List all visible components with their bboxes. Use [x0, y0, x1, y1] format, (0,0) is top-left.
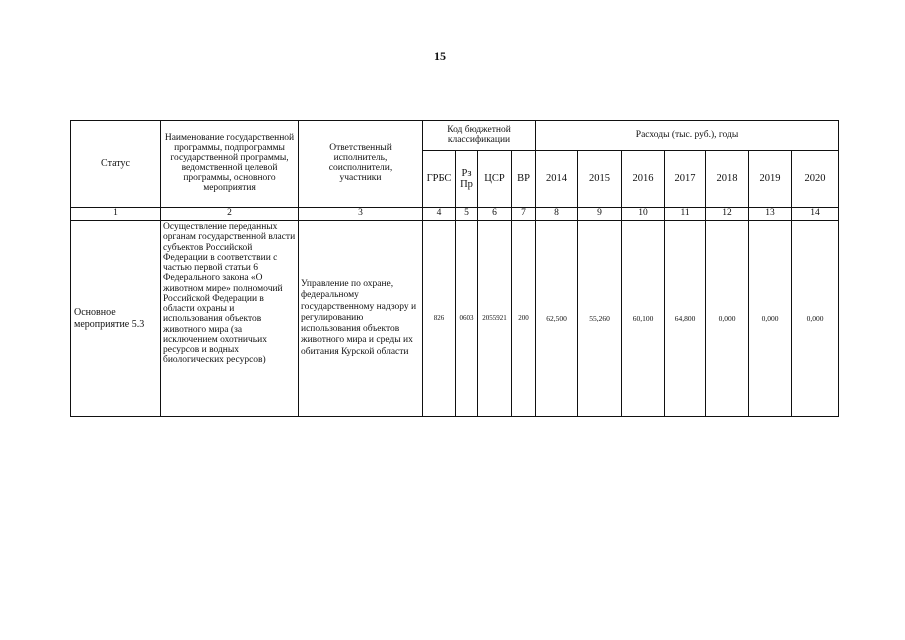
budget-table [70, 120, 839, 417]
expense-cell: 62,500 [536, 221, 578, 417]
vr-cell: 200 [512, 221, 536, 417]
column-number: 7 [512, 208, 536, 221]
page-number: 15 [434, 49, 446, 63]
measure-name-cell: Осуществление переданных органам государственной власти субъектов Российской Федерации в соответствии с частью первой статьи 6 Федерального закона «О животном мире» полномочий Российской Федерации в области охраны и использования объектов животного мира (за исключением охотничьих ресурсов и водных биологических ресурсов) [161, 221, 299, 417]
expense-cell: 55,260 [578, 221, 622, 417]
csr-cell: 2055921 [478, 221, 512, 417]
column-number: 1 [71, 208, 161, 221]
expense-cell: 60,100 [622, 221, 665, 417]
table-row [71, 221, 839, 417]
header-year: 2018 [706, 151, 749, 208]
header-year: 2020 [792, 151, 839, 208]
responsible-cell: Управление по охране, федеральному государственному надзору и регулированию использования объектов животного мира и среды их обитания Курской области [299, 221, 423, 417]
expense-cell: 64,800 [665, 221, 706, 417]
column-number: 8 [536, 208, 578, 221]
header-year: 2017 [665, 151, 706, 208]
column-number: 10 [622, 208, 665, 221]
expense-cell: 0,000 [706, 221, 749, 417]
column-number: 11 [665, 208, 706, 221]
rzpr-cell: 0603 [456, 221, 478, 417]
header-csr: ЦСР [478, 151, 512, 208]
column-number: 3 [299, 208, 423, 221]
grbs-cell: 826 [423, 221, 456, 417]
header-budget-code: Код бюджетной классификации [423, 121, 536, 151]
expense-cell: 0,000 [749, 221, 792, 417]
header-status: Статус [71, 121, 161, 208]
header-year: 2014 [536, 151, 578, 208]
header-grbs: ГРБС [423, 151, 456, 208]
header-rzpr: Рз Пр [456, 151, 478, 208]
header-year: 2019 [749, 151, 792, 208]
header-vr: ВР [512, 151, 536, 208]
expense-cell: 0,000 [792, 221, 839, 417]
column-number: 14 [792, 208, 839, 221]
column-number: 12 [706, 208, 749, 221]
status-cell: Основное мероприятие 5.3 [71, 221, 161, 417]
header-name: Наименование государственной программы, подпрограммы государственной программы, ведомственной целевой программы, основного мероприятия [161, 121, 299, 208]
header-year: 2016 [622, 151, 665, 208]
header-responsible: Ответственный исполнитель, соисполнители, участники [299, 121, 423, 208]
column-number: 2 [161, 208, 299, 221]
column-number-row [71, 208, 839, 221]
column-number: 6 [478, 208, 512, 221]
column-number: 9 [578, 208, 622, 221]
column-number: 5 [456, 208, 478, 221]
header-row-main [71, 121, 839, 151]
header-expenses: Расходы (тыс. руб.), годы [536, 121, 839, 151]
column-number: 4 [423, 208, 456, 221]
column-number: 13 [749, 208, 792, 221]
header-year: 2015 [578, 151, 622, 208]
